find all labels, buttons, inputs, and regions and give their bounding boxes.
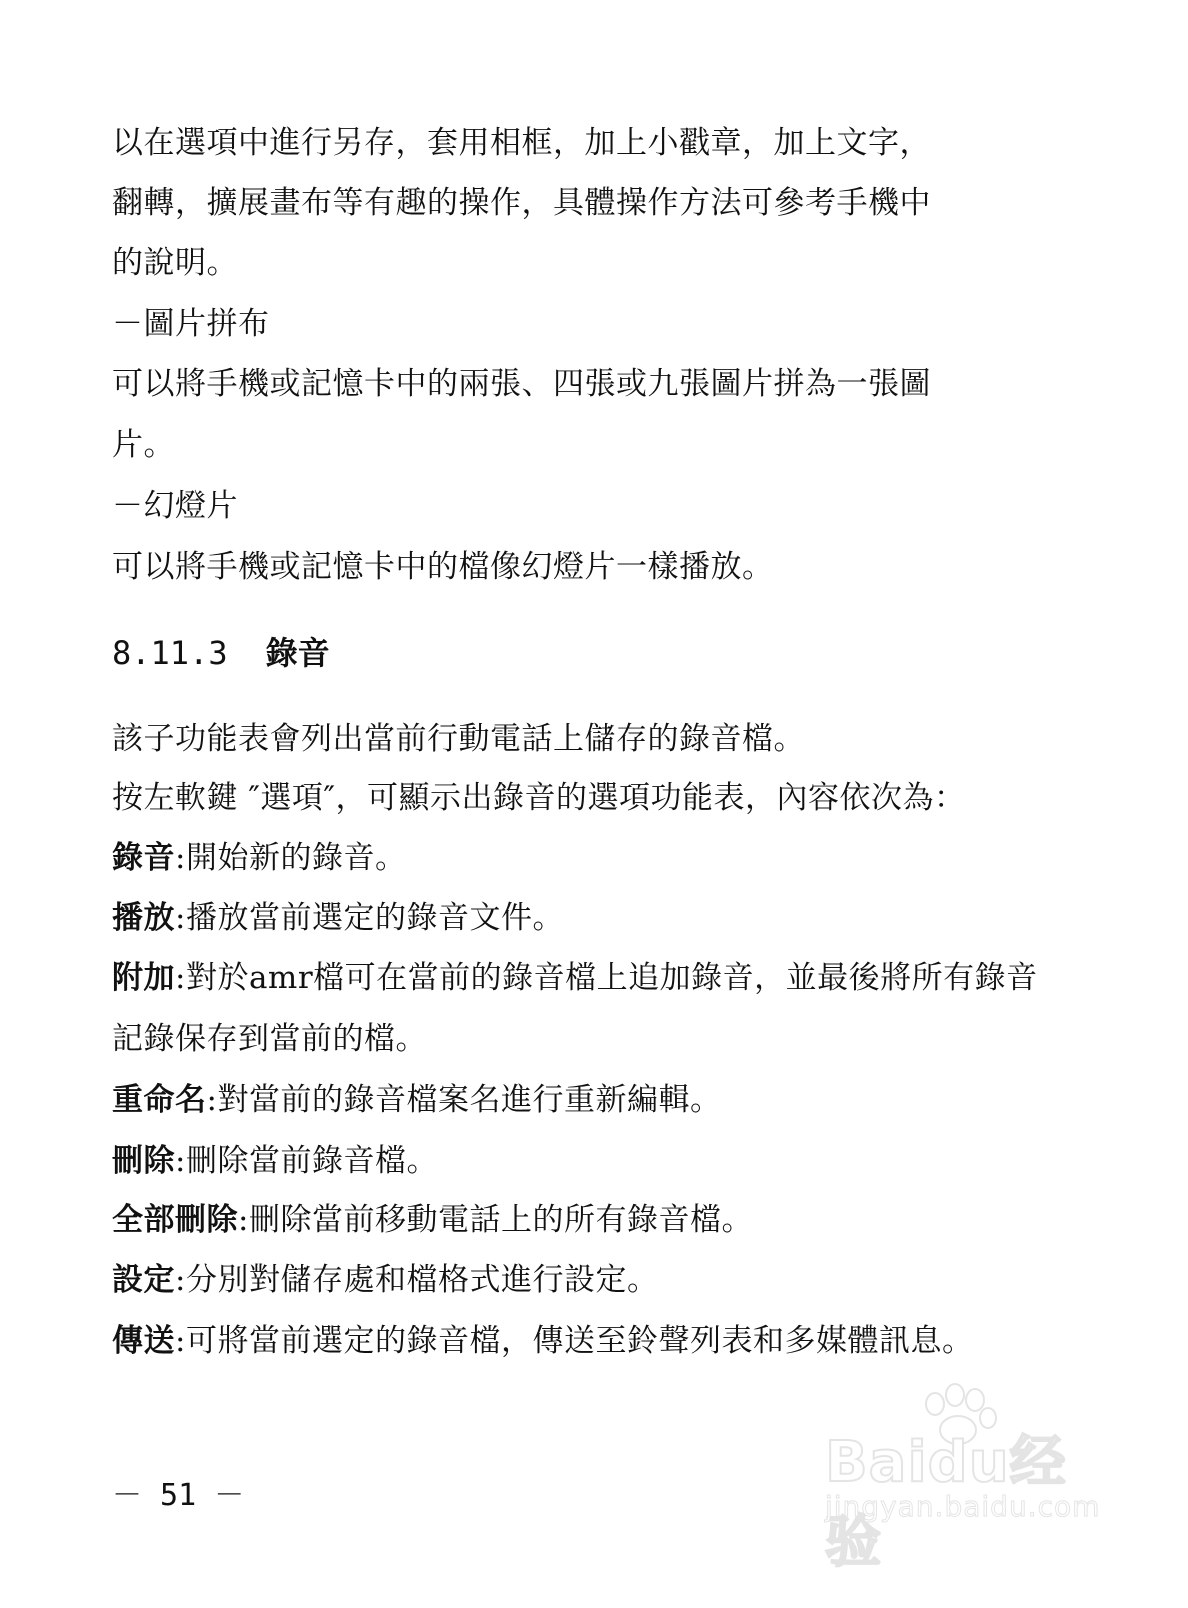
option-desc: :分別對儲存處和檔格式進行設定。: [175, 1262, 659, 1298]
section-title: 錄音: [265, 634, 330, 672]
option-desc: :對於amr檔可在當前的錄音檔上追加錄音，並最後將所有錄音: [175, 960, 1038, 996]
option-item: [112, 958, 1038, 998]
option-desc: 記錄保存到當前的檔。: [112, 1021, 427, 1057]
option-item: [112, 1260, 658, 1300]
option-term: 錄音: [112, 840, 175, 876]
baidu-watermark: [825, 1390, 1101, 1575]
option-term: 設定: [112, 1262, 175, 1298]
option-term: 刪除: [112, 1143, 175, 1179]
body-line: 翻轉，擴展畫布等有趣的操作，具體操作方法可參考手機中: [112, 185, 931, 221]
watermark-brand: Baidu经验: [825, 1430, 1067, 1575]
option-term: 附加: [112, 960, 175, 996]
option-desc: :可將當前選定的錄音檔，傳送至鈴聲列表和多媒體訊息。: [175, 1323, 974, 1359]
option-item: [112, 1141, 438, 1181]
option-term: 傳送: [112, 1323, 175, 1359]
body-line: －圖片拼布: [112, 306, 270, 342]
option-term: 全部刪除: [112, 1202, 238, 1238]
body-line: 的說明。: [112, 245, 238, 281]
body-line: 可以將手機或記憶卡中的兩張、四張或九張圖片拼為一張圖: [112, 366, 931, 402]
option-desc: :對當前的錄音檔案名進行重新編輯。: [206, 1082, 722, 1118]
intro-line: 按左軟鍵 ″選項″，可顯示出錄音的選項功能表，內容依次為：: [112, 780, 966, 816]
section-number: 8.11.3: [112, 634, 228, 672]
option-term: 重命名: [112, 1082, 207, 1118]
option-item: [112, 1321, 973, 1361]
option-item: [112, 1200, 753, 1240]
option-desc: :開始新的錄音。: [175, 840, 407, 876]
option-item: [112, 1080, 721, 1120]
body-line: 以在選項中進行另存，套用相框，加上小戳章，加上文字，: [112, 125, 931, 161]
watermark-url: jingyan.baidu.com: [825, 1490, 1101, 1523]
section-heading: [112, 631, 330, 675]
option-desc: :刪除當前錄音檔。: [175, 1143, 438, 1179]
option-desc: :播放當前選定的錄音文件。: [175, 900, 564, 936]
option-term: 播放: [112, 900, 175, 936]
body-line: 片。: [112, 427, 175, 463]
option-desc: :刪除當前移動電話上的所有錄音檔。: [238, 1202, 753, 1238]
option-item: [112, 838, 406, 878]
body-line: －幻燈片: [112, 488, 238, 524]
page-number: － 51 －: [112, 1478, 245, 1513]
intro-line: 該子功能表會列出當前行動電話上儲存的錄音檔。: [112, 721, 805, 757]
body-line: 可以將手機或記憶卡中的檔像幻燈片一樣播放。: [112, 549, 774, 585]
option-item: [112, 1019, 427, 1059]
option-item: [112, 898, 564, 938]
